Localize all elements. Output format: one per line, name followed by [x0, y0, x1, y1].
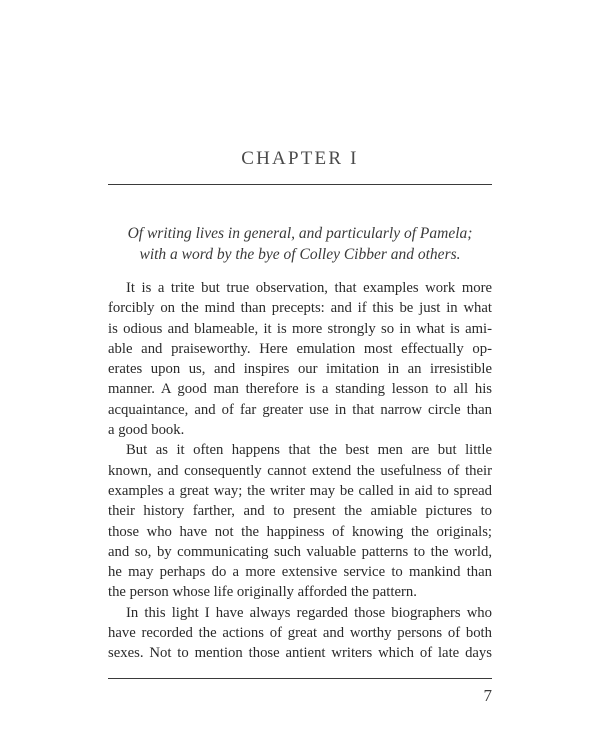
paragraph-line: erates upon us, and inspires our imitation in an irresistible	[108, 361, 492, 378]
paragraph-line: is odious and blameable, it is more strongly so in what is ami-	[108, 320, 492, 337]
subtitle-line: with a word by the bye of Colley Cibber and others.	[139, 245, 461, 263]
page-number: 7	[483, 686, 492, 705]
chapter-heading: CHAPTER I	[241, 148, 359, 169]
paragraph-line: acquaintance, and of far greater use in that narrow circle than	[108, 401, 492, 418]
paragraph-line: the person whose life originally afforded the pattern.	[108, 584, 417, 601]
paragraph-line: forcibly on the mind than precepts: and if this be just in what	[108, 300, 492, 317]
paragraph-line: manner. A good man therefore is a standing lesson to all his	[108, 381, 492, 398]
paragraph-line: sexes. Not to mention those antient writers which of late days	[108, 645, 492, 662]
paragraph-line: But as it often happens that the best men are but little	[126, 442, 492, 459]
paragraph-line: a good book.	[108, 422, 185, 439]
chapter-subtitle	[108, 224, 492, 265]
paragraph-line: and so, by communicating such valuable patterns to the world,	[108, 543, 492, 560]
paragraph-line: known, and consequently cannot extend the usefulness of their	[108, 462, 492, 479]
body-text	[108, 278, 492, 664]
paragraph-line: It is a trite but true observation, that examples work more	[126, 280, 492, 296]
subtitle-line: Of writing lives in general, and particularly of Pamela;	[127, 225, 473, 242]
paragraph-line: examples a great way; the writer may be called in aid to spread	[108, 482, 492, 499]
paragraph-line: those who have not the happiness of knowing the originals;	[108, 523, 492, 540]
paragraph-line: able and praiseworthy. Here emulation most effectually op-	[108, 340, 492, 357]
paragraph-line: he may perhaps do a more extensive service to mankind than	[108, 564, 492, 581]
top-rule	[108, 184, 492, 185]
paragraph-line: their history farther, and to present the amiable pictures to	[108, 503, 492, 520]
paragraph-line: have recorded the actions of great and worthy persons of both	[108, 625, 492, 642]
bottom-rule	[108, 678, 492, 679]
paragraph-line: In this light I have always regarded those biographers who	[126, 604, 492, 621]
